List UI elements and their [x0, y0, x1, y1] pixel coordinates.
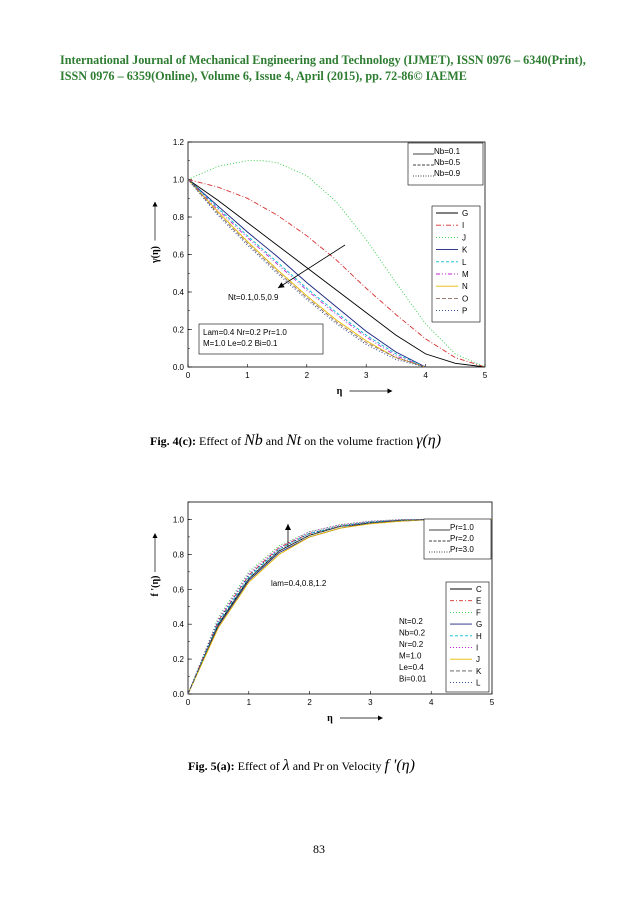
annotation-arrowhead [285, 524, 291, 530]
x-axis-arrowhead [378, 716, 383, 721]
params-line: Lam=0.4 Nr=0.2 Pr=1.0 [203, 328, 287, 337]
journal-header-line-2: ISSN 0976 – 6359(Online), Volume 6, Issue 4, April (2015), pp. 72-86© IAEME [60, 69, 467, 83]
x-tick-label: 5 [482, 371, 488, 380]
figure-4c-svg [0, 130, 638, 410]
y-axis-arrowhead [153, 533, 158, 538]
y-tick-label: 0.2 [172, 325, 184, 335]
curve-legend-box [432, 206, 480, 322]
caption-text: Effect of [198, 434, 242, 448]
y-tick-label: 0.4 [172, 620, 184, 630]
curve-legend-entry: F [476, 608, 481, 618]
x-tick-label: 1 [245, 371, 250, 380]
x-tick-label: 2 [307, 698, 312, 707]
x-tick-label: 4 [423, 371, 428, 380]
y-axis-arrowhead [153, 202, 158, 207]
y-tick-label: 0.8 [172, 550, 184, 560]
style-legend-entry: Pr=3.0 [450, 545, 474, 554]
figure-4c-caption [150, 432, 441, 450]
x-tick-label: 3 [368, 698, 373, 707]
caption-text: Effect of [237, 759, 280, 773]
y-tick-label: 0.8 [172, 213, 184, 222]
caption-text: on the volume fraction [304, 434, 414, 448]
x-tick-label: 3 [363, 371, 369, 380]
curve-annotation: lam=0.4,0.8,1.2 [271, 579, 327, 588]
x-axis-label: η [327, 713, 333, 724]
curve-legend-entry: I [476, 643, 479, 653]
curve-legend-entry: H [476, 631, 482, 641]
curve-legend-entry: O [462, 294, 469, 304]
params-line: Nb=0.2 [399, 628, 426, 638]
figure-5a-svg [0, 492, 638, 737]
y-tick-label: 0.0 [172, 690, 184, 699]
y-tick-label: 0.6 [172, 250, 184, 260]
caption-symbol: λ [282, 757, 290, 774]
caption-text: and [265, 434, 284, 448]
x-tick-label: 4 [428, 698, 434, 707]
y-tick-label: 0.6 [172, 585, 184, 595]
curve-legend-entry: L [462, 257, 467, 267]
x-axis-arrowhead [388, 389, 393, 394]
curve-legend-entry: J [476, 655, 480, 665]
curve-legend-entry: L [476, 678, 481, 688]
x-tick-label: 1 [246, 698, 252, 707]
x-tick-label: 0 [185, 371, 191, 380]
curve-legend-entry: P [462, 306, 468, 316]
curve-legend-entry: G [476, 620, 483, 630]
caption-label: Fig. 4(c): [150, 434, 196, 448]
curve-legend-entry: N [462, 282, 468, 292]
caption-symbol: Nb [244, 432, 263, 449]
y-tick-label: 0.2 [172, 655, 184, 665]
caption-symbol: γ(η) [416, 432, 442, 449]
figure-4c-chart [0, 130, 638, 410]
curve-annotation: Nt=0.1,0.5,0.9 [228, 293, 279, 302]
curve-legend-entry: E [476, 596, 482, 606]
style-legend-entry: Nb=0.9 [434, 169, 461, 178]
style-legend-entry: Nb=0.5 [434, 158, 461, 167]
curve-legend-entry: C [476, 585, 482, 594]
curve-legend-entry: K [462, 245, 468, 255]
caption-symbol: f '(η) [384, 757, 415, 774]
annotation-arrowhead [278, 282, 285, 288]
params-line: Bi=0.01 [399, 674, 427, 684]
figure-5a-caption [188, 757, 415, 775]
params-line: M=1.0 Le=0.2 Bi=0.1 [203, 339, 278, 348]
params-line: Le=0.4 [399, 663, 424, 672]
y-tick-label: 0.0 [172, 363, 184, 372]
x-tick-label: 2 [304, 371, 310, 380]
style-legend-entry: Pr=1.0 [450, 523, 474, 532]
journal-header [60, 52, 590, 84]
params-line: M=1.0 [399, 651, 422, 661]
caption-symbol: Nt [286, 432, 302, 449]
curve-legend-entry: G [462, 209, 469, 218]
figure-5a-chart [0, 492, 638, 737]
y-tick-label: 1.2 [172, 138, 184, 147]
y-tick-label: 0.4 [172, 288, 184, 297]
curve-legend-entry: K [476, 666, 482, 676]
journal-header-line-1: International Journal of Mechanical Engineering and Technology (IJMET), ISSN 0976 – 6340(Print), [60, 53, 586, 67]
style-legend-entry: Nb=0.1 [434, 147, 461, 156]
x-tick-label: 0 [185, 698, 191, 707]
x-tick-label: 5 [489, 698, 495, 707]
caption-label: Fig. 5(a): [188, 759, 235, 773]
params-line: Nt=0.2 [399, 617, 423, 626]
style-legend-entry: Pr=2.0 [450, 534, 474, 543]
page-number: 83 [313, 842, 325, 856]
y-tick-label: 1.0 [172, 515, 184, 525]
curve-legend-entry: M [462, 270, 469, 279]
y-axis-label: f '(η) [150, 575, 161, 597]
x-axis-label: η [336, 386, 343, 397]
y-tick-label: 1.0 [172, 175, 184, 185]
curve-legend-box [446, 582, 489, 692]
curve-legend-entry: J [462, 233, 466, 243]
curve-legend-entry: I [462, 221, 465, 231]
caption-text: and Pr on Velocity [292, 759, 382, 773]
y-axis-label: γ(η) [150, 245, 161, 264]
params-line: Nr=0.2 [399, 640, 424, 649]
